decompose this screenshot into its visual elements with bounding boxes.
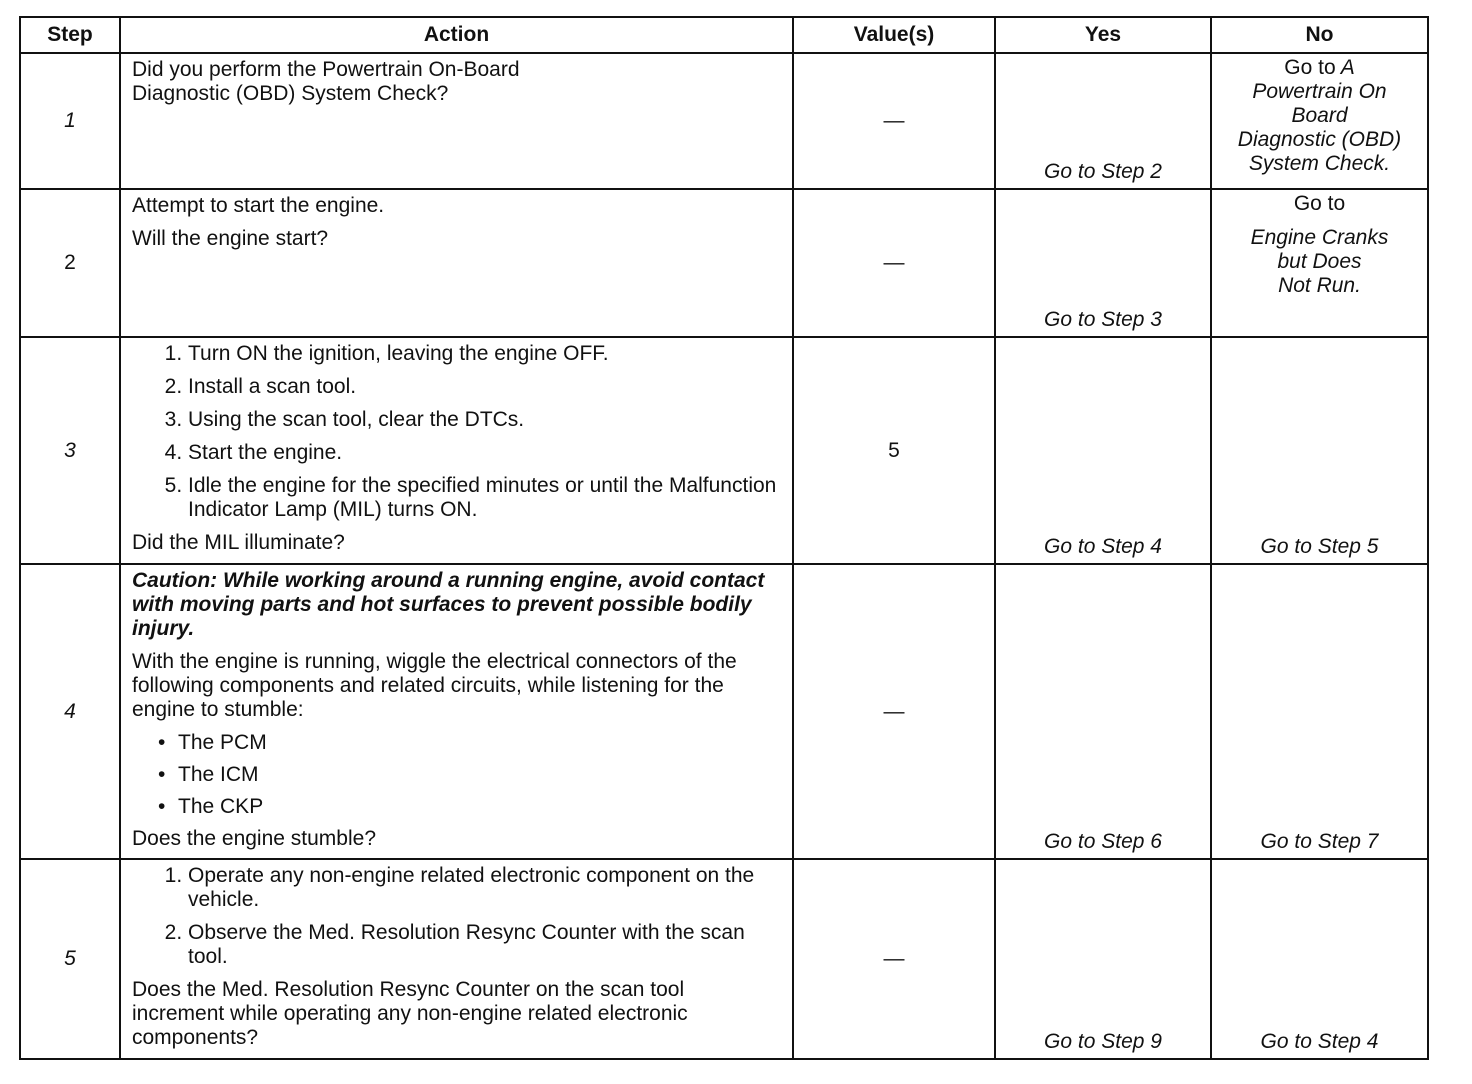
header-no: No [1211, 17, 1428, 53]
diagnostic-table [19, 16, 1429, 1060]
no-line: Not Run. [1278, 274, 1361, 297]
list-item: 2. Install a scan tool. [188, 375, 782, 399]
value-cell: — [793, 189, 995, 337]
header-values: Value(s) [793, 17, 995, 53]
action-question: Does the engine stumble? [132, 827, 376, 850]
action-question: Did the MIL illuminate? [132, 531, 345, 554]
yes-cell: Go to Step 3 [995, 189, 1211, 337]
list-item: • The CKP [178, 795, 782, 819]
action-line: Diagnostic (OBD) System Check? [132, 82, 449, 105]
no-prefix: Go to [1284, 56, 1336, 79]
action-cell [120, 859, 793, 1059]
value-cell: — [793, 564, 995, 859]
table-row [20, 189, 1428, 337]
no-line: Engine Cranks [1250, 226, 1389, 249]
no-prefix: Go to [1293, 192, 1346, 215]
no-line: Powertrain On [1252, 80, 1387, 103]
no-line: A [1340, 56, 1355, 79]
list-item: 1. Operate any non-engine related electronic component on the vehicle. [188, 864, 782, 912]
no-line: Board [1291, 104, 1348, 127]
header-step: Step [20, 17, 120, 53]
table-row [20, 564, 1428, 859]
list-item: 4. Start the engine. [188, 441, 782, 465]
yes-cell: Go to Step 9 [995, 859, 1211, 1059]
action-steps-list [132, 864, 782, 969]
list-item: • The PCM [178, 731, 782, 755]
list-item: 2. Observe the Med. Resolution Resync Counter with the scan tool. [188, 921, 782, 969]
no-cell [1211, 53, 1428, 189]
no-line: Diagnostic (OBD) [1237, 128, 1402, 151]
step-number: 4 [20, 564, 120, 859]
action-cell [120, 189, 793, 337]
header-yes: Yes [995, 17, 1211, 53]
list-item: 1. Turn ON the ignition, leaving the engine OFF. [188, 342, 782, 366]
no-cell: Go to Step 7 [1211, 564, 1428, 859]
action-cell [120, 564, 793, 859]
action-line: Did you perform the Powertrain On-Board [132, 58, 520, 81]
value-cell: — [793, 53, 995, 189]
component-list [132, 731, 782, 819]
no-cell: Go to Step 5 [1211, 337, 1428, 564]
list-item: • The ICM [178, 763, 782, 787]
no-cell [1211, 189, 1428, 337]
yes-cell: Go to Step 6 [995, 564, 1211, 859]
step-number: 5 [20, 859, 120, 1059]
action-paragraph: Attempt to start the engine. [132, 194, 385, 217]
step-number: 1 [20, 53, 120, 189]
header-action: Action [120, 17, 793, 53]
action-paragraph: Will the engine start? [132, 227, 329, 250]
table-row [20, 53, 1428, 189]
action-cell [120, 337, 793, 564]
caution-text: Caution: While working around a running engine, avoid contact with moving parts and hot surfaces to prevent possible bodily injury. [132, 569, 765, 640]
no-cell: Go to Step 4 [1211, 859, 1428, 1059]
header-row [20, 17, 1428, 53]
no-line: System Check. [1248, 152, 1391, 175]
yes-cell: Go to Step 4 [995, 337, 1211, 564]
yes-cell: Go to Step 2 [995, 53, 1211, 189]
list-item: 5. Idle the engine for the specified minutes or until the Malfunction Indicator Lamp (MIL) turns ON. [188, 474, 782, 522]
action-steps-list [132, 342, 782, 522]
table-row [20, 337, 1428, 564]
no-line: but Does [1277, 250, 1362, 273]
step-number: 2 [20, 189, 120, 337]
value-cell: — [793, 859, 995, 1059]
list-item: 3. Using the scan tool, clear the DTCs. [188, 408, 782, 432]
table-row [20, 859, 1428, 1059]
action-cell [120, 53, 793, 189]
action-paragraph: With the engine is running, wiggle the electrical connectors of the following components and related circuits, while listening for the engine to stumble: [132, 650, 737, 721]
value-cell: 5 [793, 337, 995, 564]
step-number: 3 [20, 337, 120, 564]
action-question: Does the Med. Resolution Resync Counter on the scan tool increment while operating any non-engine related electronic components? [132, 978, 688, 1049]
